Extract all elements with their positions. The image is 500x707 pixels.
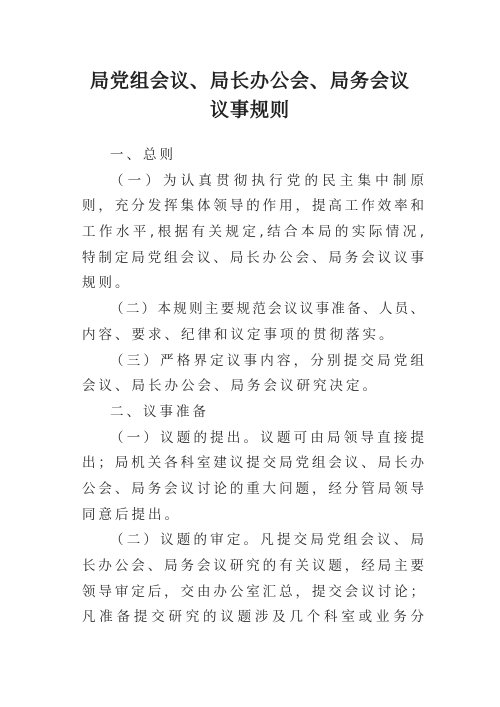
paragraph-line: （一）议题的提出。议题可由局领导直接提 — [110, 429, 424, 446]
paragraph-line: 领导审定后，交由办公室汇总，提交会议讨论； — [82, 583, 424, 600]
paragraph-line: 凡准备提交研究的议题涉及几个科室或业务分 — [82, 609, 424, 626]
document-title-line-2: 议事规则 — [209, 99, 290, 121]
paragraph-line: 特制定局党组会议、局长办公会、局务会议议事 — [82, 249, 424, 266]
paragraph-line: 同意后提出。 — [82, 506, 181, 523]
paragraph-line: 会议、局长办公会、局务会议研究决定。 — [82, 378, 379, 395]
paragraph-line: 工作水平,根据有关规定,结合本局的实际情况, — [82, 224, 424, 241]
paragraph-line: 规则。 — [82, 275, 132, 292]
section-heading-general: 一、总则 — [110, 147, 176, 163]
paragraph-line: （三）严格界定议事内容，分别提交局党组 — [110, 352, 424, 369]
paragraph-line: 则，充分发挥集体领导的作用，提高工作效率和 — [82, 198, 424, 215]
paragraph-line: （二）议题的审定。凡提交局党组会议、局 — [110, 532, 424, 549]
document-title-line-1: 局党组会议、局长办公会、局务会议 — [89, 70, 410, 92]
paragraph-line: 公会、局务会议讨论的重大问题，经分管局领导 — [82, 480, 424, 497]
paragraph-line: （二）本规则主要规范会议议事准备、人员、 — [110, 301, 424, 318]
paragraph-line: 内容、要求、纪律和议定事项的贯彻落实。 — [82, 326, 396, 343]
paragraph-line: （一）为认真贯彻执行党的民主集中制原 — [110, 172, 424, 189]
paragraph-line: 长办公会、局务会议研究的有关议题，经局主要 — [82, 558, 424, 574]
document-body — [82, 143, 424, 631]
paragraph-line: 出；局机关各科室建议提交局党组会议、局长办 — [82, 455, 424, 472]
section-heading-preparation: 二、议事准备 — [110, 403, 209, 420]
